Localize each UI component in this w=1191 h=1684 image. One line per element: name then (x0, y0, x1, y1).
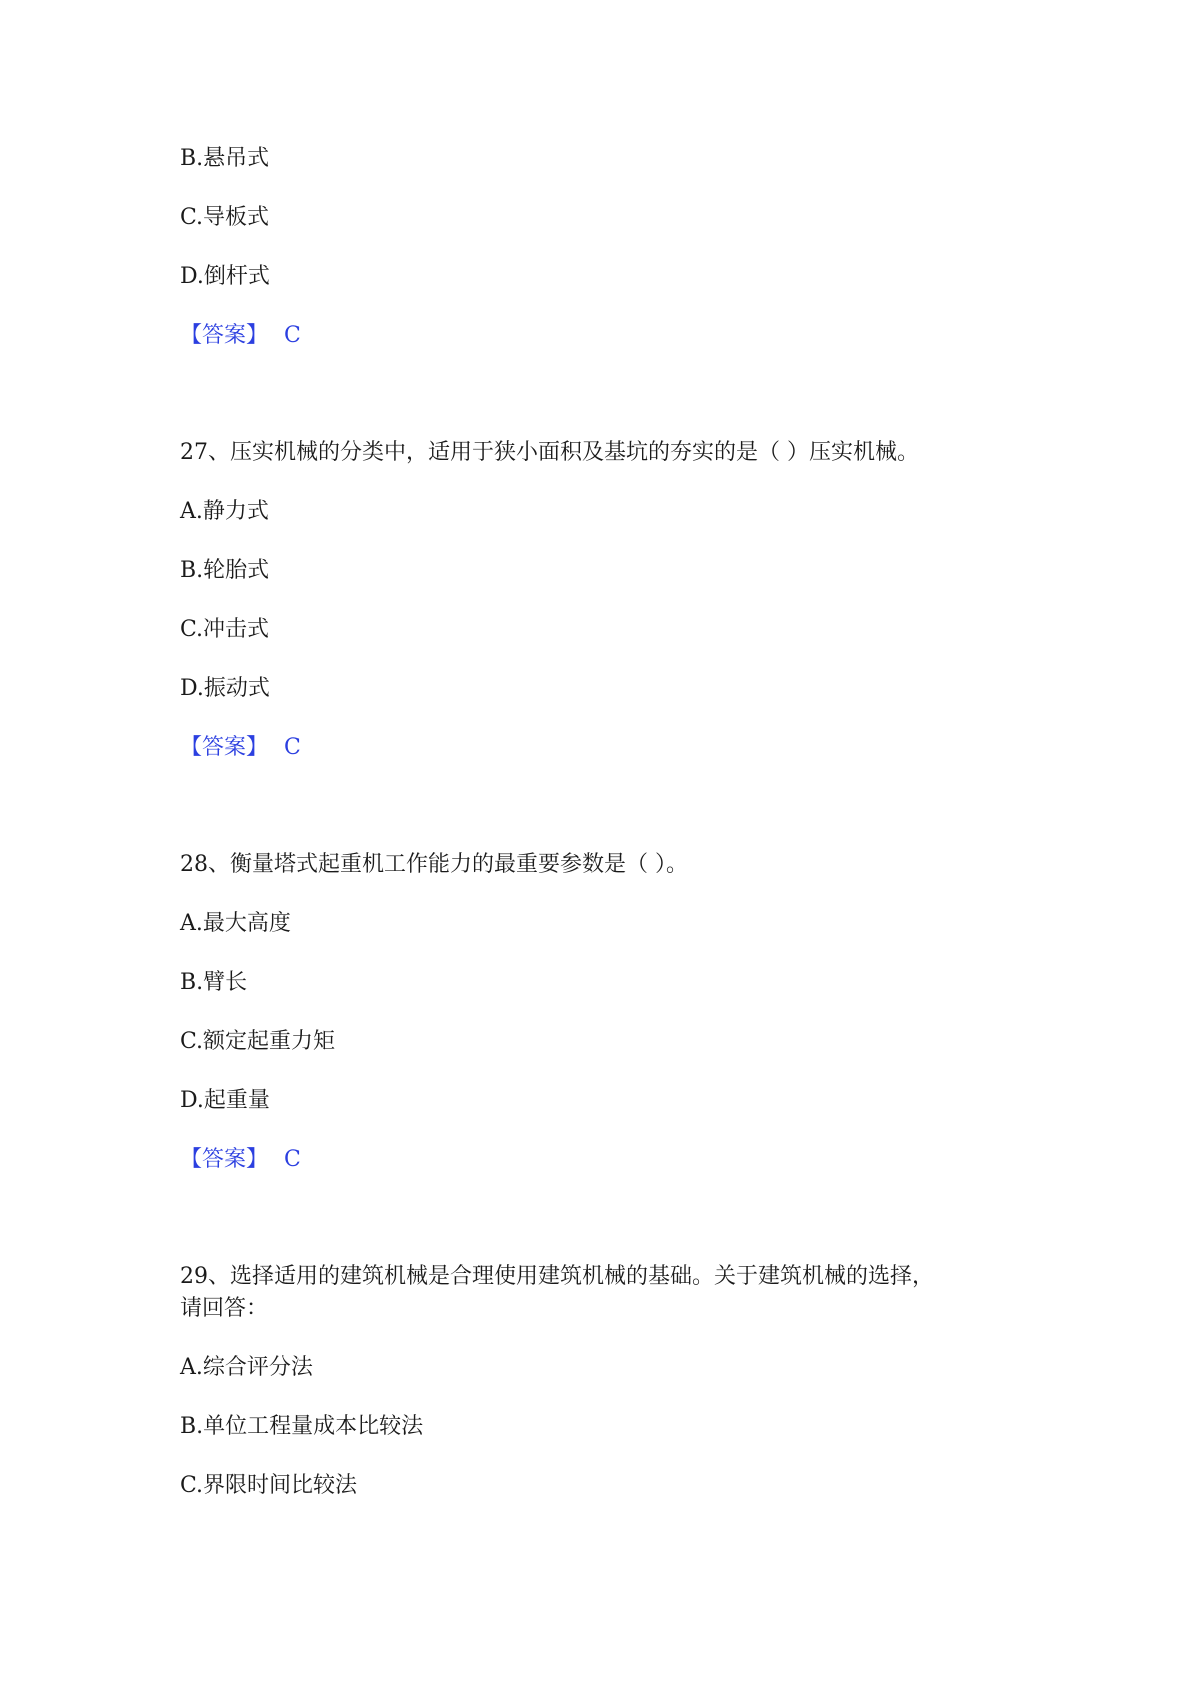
answer-label: 【答案】 (180, 1147, 269, 1172)
q27-stem: 27、压实机械的分类中，适用于狭小面积及基坑的夯实的是（ ）压实机械。 (180, 440, 919, 465)
q26-option-b: B.悬吊式 (180, 146, 270, 171)
q28-option-c: C.额定起重力矩 (180, 1029, 336, 1054)
answer-value: C (284, 735, 301, 760)
q29-option-c: C.界限时间比较法 (180, 1473, 358, 1498)
q29-stem-line1: 29、选择适用的建筑机械是合理使用建筑机械的基础。关于建筑机械的选择， (180, 1264, 934, 1289)
answer-label: 【答案】 (180, 323, 269, 348)
q27-option-b: B.轮胎式 (180, 558, 270, 583)
q26-option-d: D.倒杆式 (180, 264, 270, 289)
answer-value: C (284, 1147, 301, 1172)
q29-stem-line2: 请回答： (180, 1296, 269, 1321)
q28-option-a: A.最大高度 (180, 911, 291, 936)
q26-answer (180, 321, 301, 351)
q28-option-b: B.臂长 (180, 970, 248, 995)
q27-option-c: C.冲击式 (180, 617, 270, 642)
q28-option-d: D.起重量 (180, 1088, 270, 1113)
q27-answer (180, 733, 301, 763)
q29-option-a: A.综合评分法 (180, 1355, 313, 1380)
q28-answer (180, 1145, 301, 1175)
q27-option-d: D.振动式 (180, 676, 270, 701)
q28-stem: 28、衡量塔式起重机工作能力的最重要参数是（ ）。 (180, 852, 688, 877)
answer-value: C (284, 323, 301, 348)
q29-option-b: B.单位工程量成本比较法 (180, 1414, 424, 1439)
q26-option-c: C.导板式 (180, 205, 270, 230)
q27-option-a: A.静力式 (180, 499, 269, 524)
answer-label: 【答案】 (180, 735, 269, 760)
